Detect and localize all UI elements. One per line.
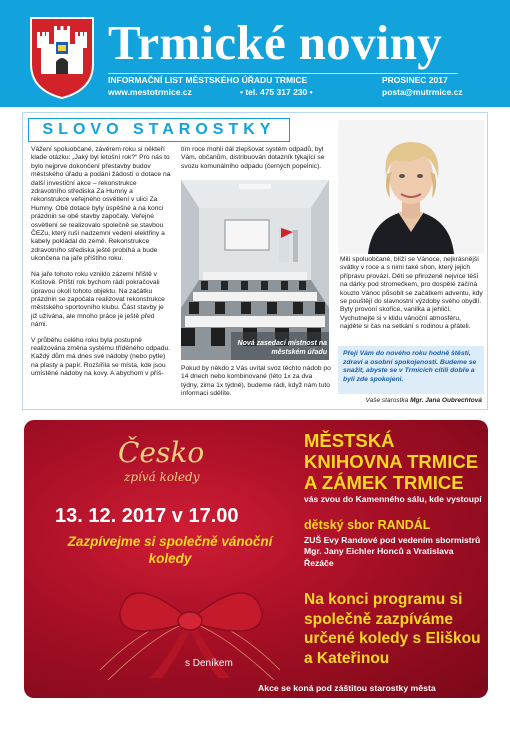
meeting-room-photo bbox=[181, 180, 329, 360]
photo-caption: Nová zasedací místnost na městském úřadu bbox=[237, 340, 327, 356]
signature-prefix: Vaše starostka bbox=[365, 397, 409, 404]
section-heading: SLOVO STAROSTKY bbox=[28, 118, 290, 142]
denik-partner: s Deníkem bbox=[185, 658, 233, 669]
new-year-wish: Přeji Vám do nového roku hodně štěstí, zdraví a osobní spokojenosti. Budeme se snažit, abyste se v Trmicích cítili dobře a byli zde spokojeni. bbox=[343, 350, 477, 383]
phone-number: • tel. 475 317 230 • bbox=[240, 87, 313, 97]
email-link[interactable]: posta@mutrmice.cz bbox=[382, 87, 463, 97]
invitation-text: vás zvou do Kamenného sálu, kde vystoupí bbox=[304, 494, 482, 504]
article-paragraph: Vážení spoluobčané, závěrem roku si někteří klade otázku: „Jaký byl letošní rok?“ Pro nás to bylo nejprve dokončení přestavby budov městského úřadu a podání žádostí o dotace na další investiční akce – rekonstrukce zdravotního střediska Za Humny a rekonstrukce veřejného osvětlení v ulici Za Humny. Obě dotace byly úspěšné a na konci prázdnin se obě stavby započaly. Veřejné osvětlení se realizovalo společně se stavbou ČEZu, který ruší nadzemní vedení elektřiny a kabely pokládal do země. Rekonstrukce zdravotního střediska ještě probíhá a bude ukončena na jaře příštího roku. bbox=[31, 146, 171, 263]
cesko-script: Česko bbox=[118, 436, 205, 469]
school-conductors: ZUŠ Evy Randové pod vedením sbormistrů Mgr. Jany Eichler Honců a Vratislava Řezáče bbox=[304, 535, 481, 568]
choir-name: dětský sbor RANDÁL bbox=[304, 518, 431, 532]
lets-sing-slogan: Zazpívejme si společně vánoční koledy bbox=[67, 534, 273, 566]
issue-date: PROSINEC 2017 bbox=[382, 75, 448, 85]
mayor-portrait-photo bbox=[338, 120, 484, 254]
masthead-divider bbox=[108, 73, 458, 74]
masthead-subtitle: INFORMAČNÍ LIST MĚSTSKÉHO ÚŘADU TRMICE bbox=[108, 75, 308, 85]
newspaper-title: Trmické noviny bbox=[108, 15, 443, 70]
website-link[interactable]: www.mestotrmice.cz bbox=[108, 87, 192, 97]
program-end-text: Na konci programu si společně zazpíváme určené koledy s Eliškou a Kateřinou bbox=[304, 591, 481, 667]
town-crest-icon bbox=[27, 14, 97, 100]
article-column-2-bottom: Pokud by někdo z Vás uvítal svoz těchto nádob po 14 dnech nebo kombinované (léto 1x za dva týdny, zima 1x týdně), budeme rádi, když nám tuto informaci sdělíte. bbox=[181, 365, 331, 398]
article-column-1 bbox=[31, 146, 171, 386]
patronage-note: Akce se koná pod záštitou starostky města bbox=[258, 683, 436, 693]
library-title: MĚSTSKÁ KNIHOVNA TRMICE A ZÁMEK TRMICE bbox=[304, 430, 479, 493]
event-date-time: 13. 12. 2017 v 17.00 bbox=[55, 505, 239, 527]
zpiva-koledy-script: zpívá koledy bbox=[124, 470, 200, 484]
article-paragraph: V průběhu celého roku byla postupně realizována změna systému tříděného odpadu. Každý dům má dnes své nádoby (nebo pytle) na plasty a papír. Rozšířila se místa, kde jsou umístěné nádoby na kovy. A abychom v příš- bbox=[31, 336, 171, 378]
signature-name: Mgr. Jana Oubrechtová bbox=[410, 397, 482, 404]
article-paragraph: Na jaře tohoto roku vzniklo zázemí hřiště v Koštově. Příští rok bychom rádi pokračovali úpravou okolí tohoto objektu. Na začátku prázdnin se započala realizovat rekonstrukce městského sportovního klubu. Část stavby je již užívána, ale mnoho práce je ještě před námi. bbox=[31, 270, 165, 329]
article-column-2-top: tím roce mohli dál zlepšovat systém odpadů, byl Vám, občanům, distribuován dotazník týkající se svozu komunálního odpadu (černých popelnic). bbox=[181, 146, 325, 170]
mayor-signature bbox=[338, 397, 482, 404]
article-column-3: Milí spoluobčané, blíží se Vánoce, nejkrásnější svátky v roce a s nimi také shon, který jejich přípravu provází. Děti se přirozeně nejvíce těší na dárky pod stromečkem, pro dospělé začíná kouzlo Vánoc působit se začátkem adventu, kdy se pouštějí do slavnostní výzdoby svého obydlí. Byty provoní skořice, vanilka a jehličí. Vychutnejte si v klidu vánoční atmosféru, najděte si čas na setkání s rodinou a přáteli. bbox=[340, 256, 483, 331]
